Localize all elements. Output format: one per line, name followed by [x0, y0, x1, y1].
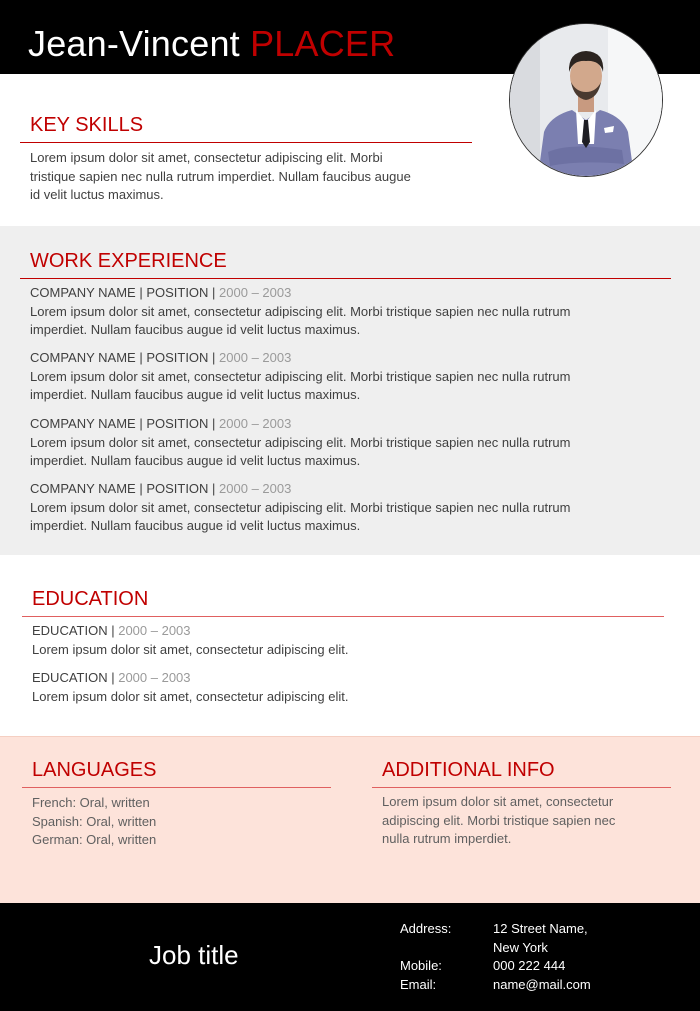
position: POSITION — [146, 481, 209, 496]
mobile-label: Mobile: — [400, 958, 442, 973]
education-description: Lorem ipsum dolor sit amet, consectetur adipiscing elit. — [32, 641, 349, 657]
language-item: French: Oral, written — [32, 795, 150, 810]
job-description: Lorem ipsum dolor sit amet, consectetur adipiscing elit. Morbi tristique sapien nec nulla rutrum — [30, 303, 571, 319]
company-name: COMPANY NAME — [30, 350, 136, 365]
education-label: EDUCATION — [32, 623, 108, 638]
education-label: EDUCATION — [32, 670, 108, 685]
email-value: name@mail.com — [493, 977, 591, 992]
key-skills-rule — [20, 142, 472, 143]
position: POSITION — [146, 350, 209, 365]
job-description: Lorem ipsum dolor sit amet, consectetur adipiscing elit. Morbi tristique sapien nec nulla rutrum — [30, 434, 571, 450]
job-dates: 2000 – 2003 — [219, 285, 292, 300]
profile-photo — [509, 23, 663, 177]
education-entry: EDUCATION | 2000 – 2003 Lorem ipsum dolor sit amet, consectetur adipiscing elit. — [32, 622, 652, 659]
person-avatar-icon — [510, 24, 662, 176]
job-entry: COMPANY NAME | POSITION | 2000 – 2003 Lorem ipsum dolor sit amet, consectetur adipiscing elit. Morbi tristique sapien nec nulla rutrum imperdiet. Nullam faucibus augue id velit luctus maximus. — [30, 284, 650, 340]
company-name: COMPANY NAME — [30, 285, 136, 300]
job-description: imperdiet. Nullam faucibus augue id velit luctus maximus. — [30, 322, 361, 337]
languages-list — [32, 794, 156, 850]
education-description: Lorem ipsum dolor sit amet, consectetur adipiscing elit. — [32, 688, 349, 704]
job-description: imperdiet. Nullam faucibus augue id velit luctus maximus. — [30, 453, 361, 468]
key-skills-text: Lorem ipsum dolor sit amet, consectetur adipiscing elit. Morbi tristique sapien nec nulla rutrum imperdiet. Nullam faucibus augue id velit luctus maximus. — [30, 150, 411, 202]
job-description: imperdiet. Nullam faucibus augue id velit luctus maximus. — [30, 387, 361, 402]
job-dates: 2000 – 2003 — [219, 350, 292, 365]
languages-rule — [22, 787, 331, 788]
language-item: Spanish: Oral, written — [32, 813, 157, 829]
languages-heading: LANGUAGES — [32, 759, 157, 781]
company-name: COMPANY NAME — [30, 416, 136, 431]
last-name: PLACER — [250, 23, 396, 64]
address-label: Address: — [400, 921, 452, 936]
education-entry: EDUCATION | 2000 – 2003 Lorem ipsum dolor sit amet, consectetur adipiscing elit. — [32, 669, 652, 706]
job-description: imperdiet. Nullam faucibus augue id velit luctus maximus. — [30, 518, 361, 533]
first-name: Jean-Vincent — [28, 23, 240, 64]
position: POSITION — [146, 416, 209, 431]
education-heading: EDUCATION — [32, 588, 149, 610]
additional-info-rule — [372, 787, 671, 788]
email-label: Email: — [400, 977, 437, 992]
additional-info-heading: ADDITIONAL INFO — [382, 759, 555, 781]
position: POSITION — [146, 285, 209, 300]
job-description: Lorem ipsum dolor sit amet, consectetur adipiscing elit. Morbi tristique sapien nec nulla rutrum — [30, 499, 571, 515]
job-entry: COMPANY NAME | POSITION | 2000 – 2003 Lorem ipsum dolor sit amet, consectetur adipiscing elit. Morbi tristique sapien nec nulla rutrum imperdiet. Nullam faucibus augue id velit luctus maximus. — [30, 349, 650, 405]
additional-info-text: Lorem ipsum dolor sit amet, consectetur adipiscing elit. Morbi tristique sapien nec nulla rutrum imperdiet. — [382, 794, 616, 846]
job-description: Lorem ipsum dolor sit amet, consectetur adipiscing elit. Morbi tristique sapien nec nulla rutrum — [30, 368, 571, 384]
address-line-1: 12 Street Name, — [493, 921, 588, 936]
work-experience-rule — [20, 278, 671, 279]
job-dates: 2000 – 2003 — [219, 416, 292, 431]
key-skills-heading: KEY SKILLS — [30, 114, 144, 136]
company-name: COMPANY NAME — [30, 481, 136, 496]
education-rule — [22, 616, 664, 617]
job-title: Job title — [149, 940, 239, 970]
language-item: German: Oral, written — [32, 832, 157, 847]
job-entry: COMPANY NAME | POSITION | 2000 – 2003 Lorem ipsum dolor sit amet, consectetur adipiscing elit. Morbi tristique sapien nec nulla rutrum imperdiet. Nullam faucibus augue id velit luctus maximus. — [30, 415, 650, 471]
education-dates: 2000 – 2003 — [118, 623, 191, 638]
education-dates: 2000 – 2003 — [118, 670, 191, 685]
footer-bar — [0, 903, 700, 1011]
address-line-2: New York — [493, 940, 548, 955]
mobile-value: 000 222 444 — [493, 958, 566, 973]
job-dates: 2000 – 2003 — [219, 481, 292, 496]
job-entry: COMPANY NAME | POSITION | 2000 – 2003 Lorem ipsum dolor sit amet, consectetur adipiscing elit. Morbi tristique sapien nec nulla rutrum imperdiet. Nullam faucibus augue id velit luctus maximus. — [30, 480, 650, 536]
work-experience-heading: WORK EXPERIENCE — [30, 250, 227, 272]
resume-name — [28, 22, 395, 66]
